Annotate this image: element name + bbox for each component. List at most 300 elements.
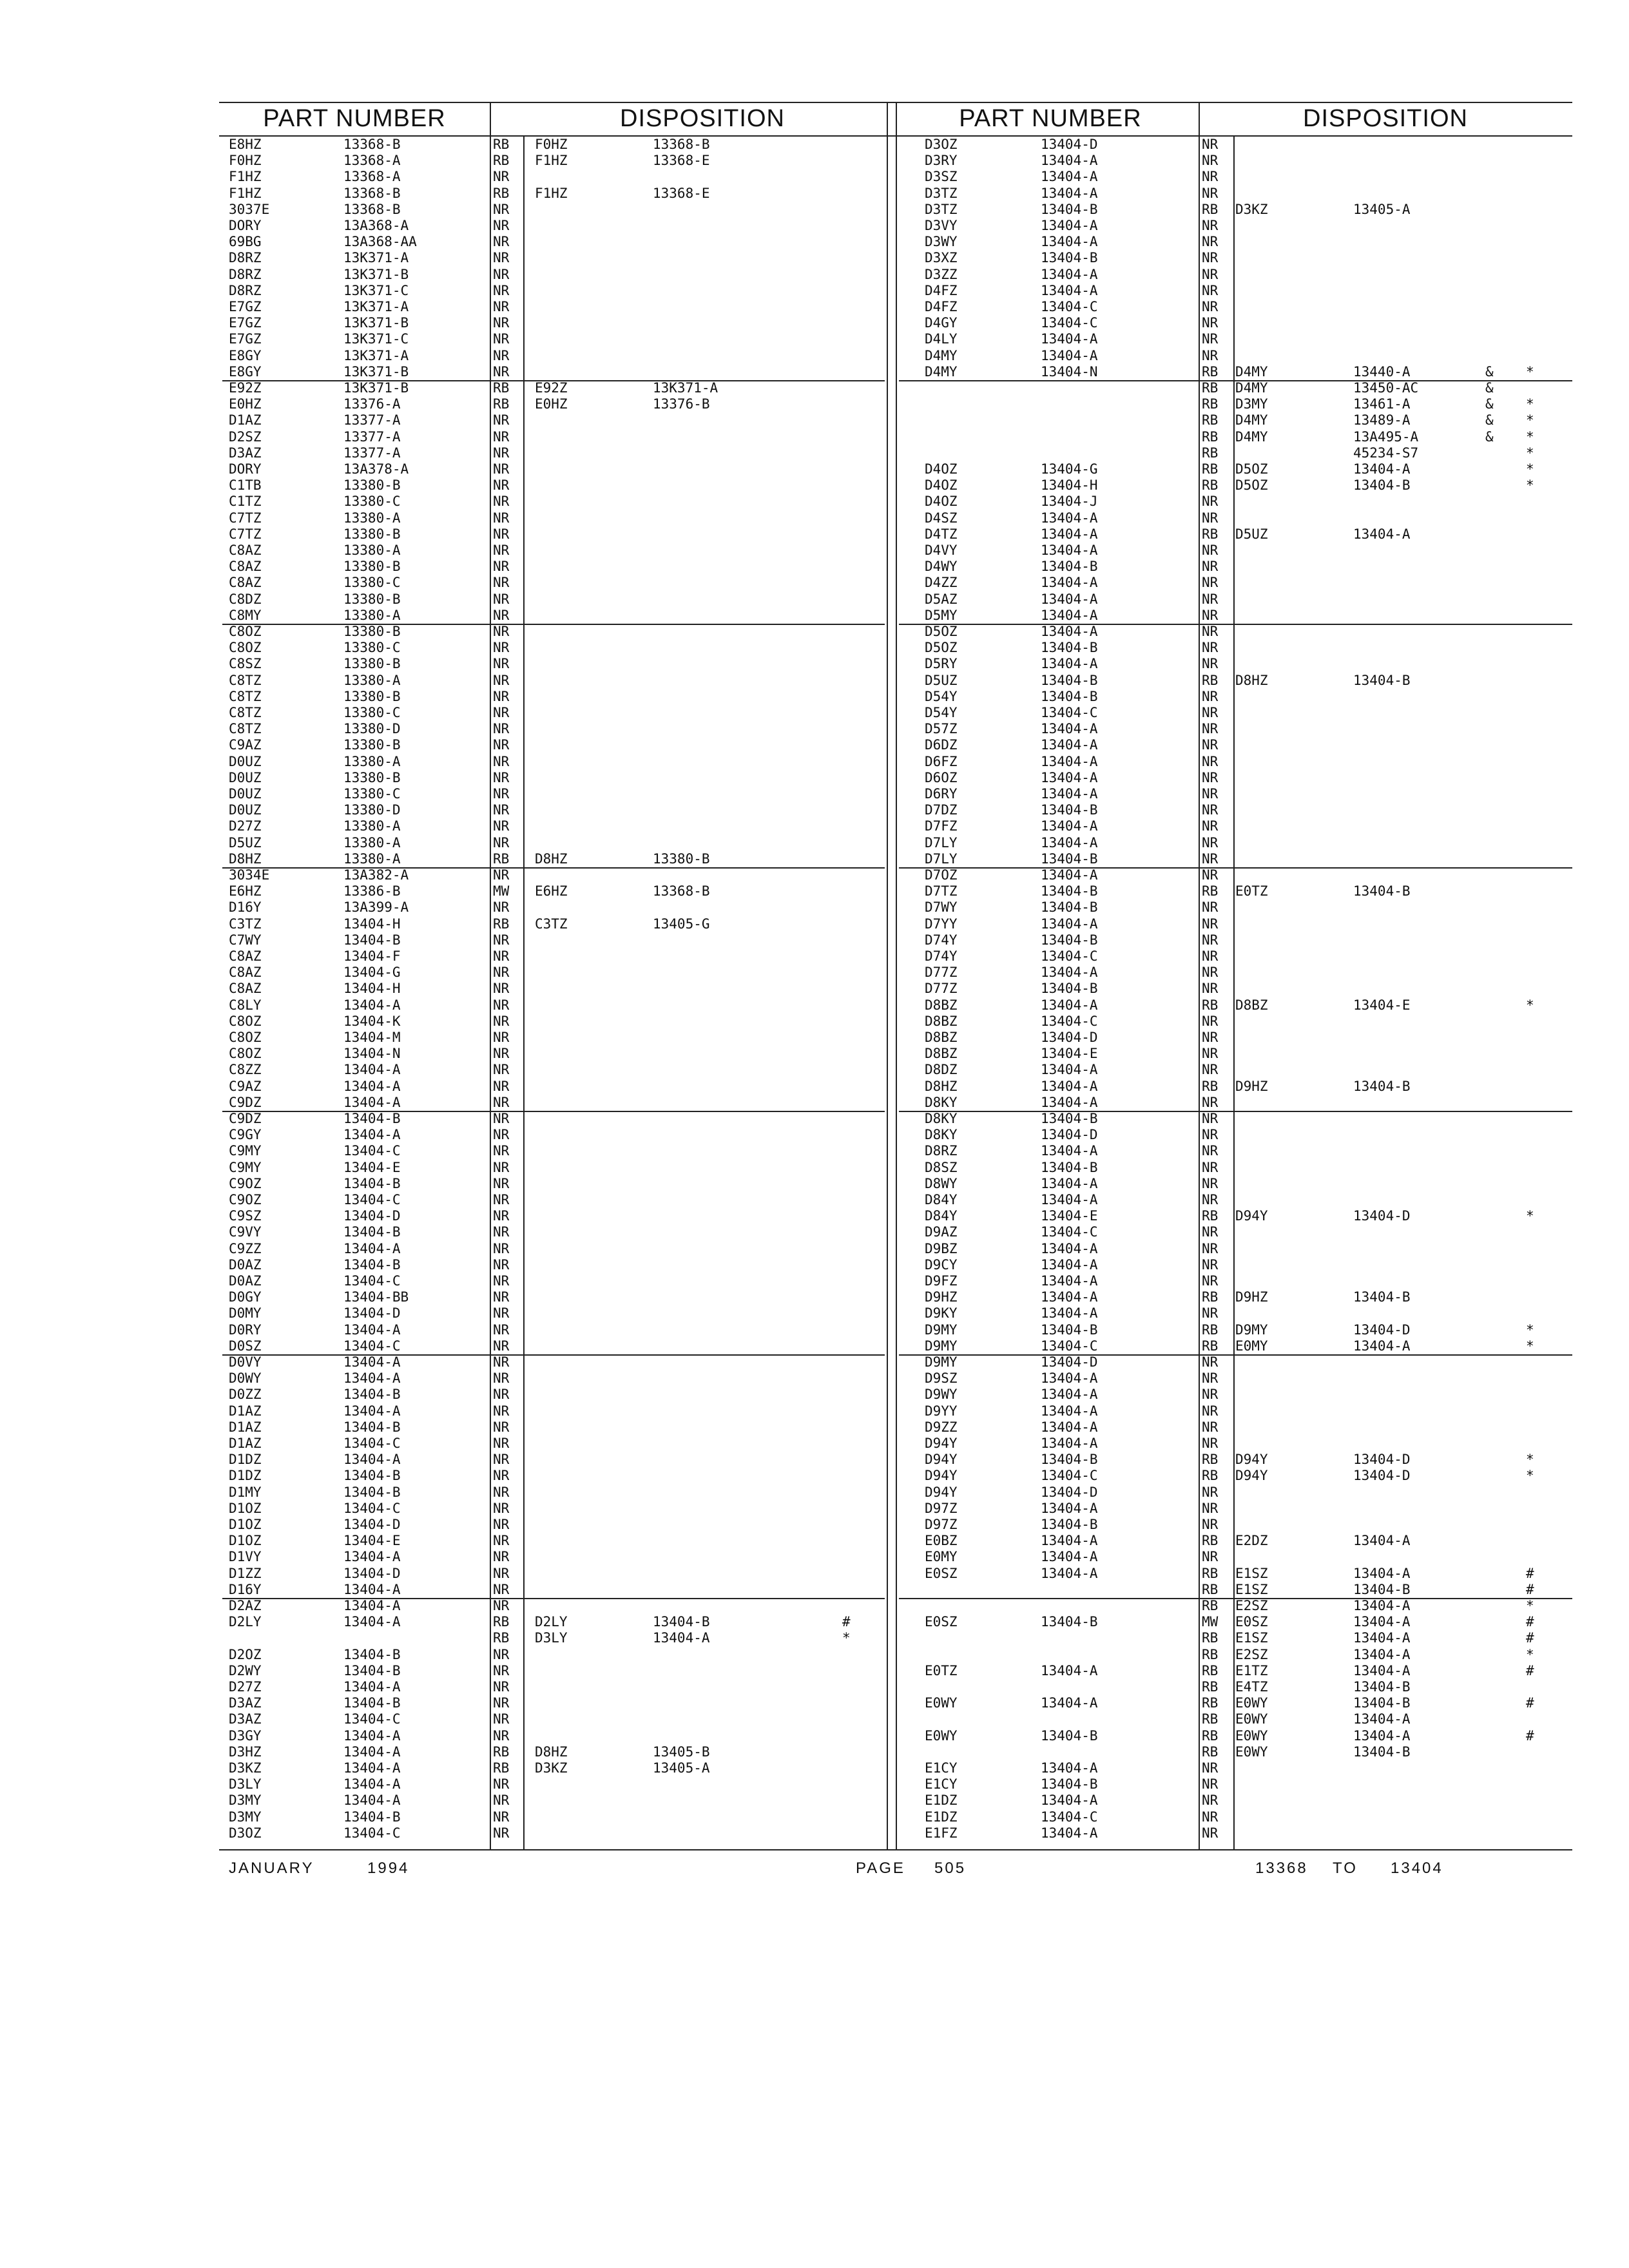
model-code: D4VY (925, 543, 958, 558)
disposition-code: NR (1202, 1500, 1219, 1516)
replacement-part: 13461-A (1353, 396, 1411, 412)
disposition-code: RB (1202, 461, 1219, 477)
part-number: 13404-B (343, 932, 401, 948)
table-row (222, 835, 885, 851)
disposition-code: RB (1202, 672, 1219, 688)
replacement-part: 13404-A (1353, 1565, 1411, 1581)
part-number: 13404-A (1041, 1143, 1098, 1159)
replacement-model: E1SZ (1235, 1630, 1268, 1646)
replacement-model: E6HZ (535, 883, 568, 899)
model-code: D1VY (229, 1549, 262, 1565)
part-number: 13404-A (1041, 1533, 1098, 1549)
model-code: D9CY (925, 1256, 958, 1273)
disposition-code: NR (493, 1452, 510, 1468)
model-code: D3AZ (229, 1695, 262, 1711)
replacement-model: E0WY (1235, 1727, 1268, 1744)
table-row (222, 997, 885, 1014)
disposition-code: NR (1202, 1403, 1219, 1419)
part-number: 13380-A (343, 818, 401, 834)
table-row (222, 1014, 885, 1030)
replacement-model: E92Z (535, 380, 568, 396)
table-row (222, 1403, 885, 1419)
model-code: D9FZ (925, 1273, 958, 1289)
table-row (222, 1647, 885, 1663)
disposition-code: NR (493, 266, 510, 282)
model-code: 3037E (229, 201, 270, 217)
replacement-part: 13404-B (1353, 1679, 1411, 1695)
replacement-part: 13404-B (1353, 1289, 1411, 1305)
part-number: 13404-B (343, 1224, 401, 1240)
part-number: 13404-A (1041, 867, 1098, 883)
table-row (899, 543, 1572, 559)
note-mark: * (1526, 1338, 1534, 1354)
part-number: 13K371-A (343, 347, 409, 363)
table-row (222, 283, 885, 299)
disposition-code: NR (493, 1354, 510, 1370)
table-row (222, 1566, 885, 1582)
part-number: 13404-A (1041, 543, 1098, 558)
disposition-code: NR (493, 672, 510, 688)
model-code: D3XZ (925, 250, 958, 266)
part-number: 13404-B (1041, 932, 1098, 948)
table-row (222, 1387, 885, 1403)
model-code: D8RZ (925, 1143, 958, 1159)
part-number: 13404-A (1041, 1500, 1098, 1516)
disposition-code: NR (493, 218, 510, 233)
replacement-part: 13404-B (1353, 1581, 1411, 1597)
part-number: 13404-B (1041, 250, 1098, 266)
disposition-code: NR (1202, 1549, 1219, 1565)
model-code: D6RY (925, 786, 958, 802)
part-number: 13404-C (343, 1500, 401, 1516)
model-code: C8OZ (229, 1030, 262, 1045)
model-code: E0TZ (925, 1662, 958, 1678)
table-row (899, 591, 1572, 608)
disposition-code: NR (493, 591, 510, 607)
disposition-code: RB (493, 916, 510, 932)
table-row (899, 1533, 1572, 1549)
replacement-part: 13K371-A (653, 380, 718, 396)
part-number: 13404-A (343, 1760, 401, 1776)
model-code: D5OZ (925, 640, 958, 656)
part-number: 13404-A (1041, 1289, 1098, 1305)
part-number: 13404-A (343, 1776, 401, 1792)
disposition-code: RB (1202, 1565, 1219, 1581)
model-code: D4MY (925, 363, 958, 380)
disposition-code: NR (1202, 965, 1219, 981)
model-code: D4OZ (925, 477, 958, 494)
part-number: 13404-A (1041, 331, 1098, 347)
ampersand-mark: & (1485, 380, 1494, 396)
model-code: D4SZ (925, 510, 958, 526)
note-mark: # (1526, 1727, 1534, 1744)
table-row (899, 186, 1572, 202)
note-mark: # (1526, 1662, 1534, 1678)
model-code: D3RY (925, 153, 958, 169)
model-code: D6FZ (925, 753, 958, 769)
model-code: D8BZ (925, 1030, 958, 1045)
replacement-model: D9MY (1235, 1321, 1268, 1338)
part-number: 13404-B (1041, 672, 1098, 688)
model-code: D3ZZ (925, 266, 958, 282)
part-number: 13404-C (1041, 1468, 1098, 1484)
table-row (899, 429, 1572, 445)
disposition-code: NR (493, 1679, 510, 1695)
table-row (899, 1208, 1572, 1224)
disposition-code: NR (1202, 153, 1219, 169)
replacement-part: 13368-B (653, 883, 710, 899)
disposition-code: NR (493, 1500, 510, 1516)
disposition-code: RB (1202, 526, 1219, 542)
model-code: D0ZZ (229, 1387, 262, 1403)
part-number: 13K371-B (343, 315, 409, 331)
replacement-model: E0SZ (1235, 1614, 1268, 1630)
replacement-part: 13404-B (1353, 1695, 1411, 1711)
table-row (222, 1728, 885, 1744)
disposition-code: NR (1202, 185, 1219, 201)
part-number: 13404-B (1041, 1452, 1098, 1468)
disposition-code: RB (1202, 445, 1219, 461)
model-code: C8OZ (229, 624, 262, 639)
disposition-code: NR (493, 315, 510, 331)
model-code: D9YY (925, 1403, 958, 1419)
table-row (222, 1062, 885, 1078)
model-code: E1DZ (925, 1809, 958, 1825)
table-row (222, 1192, 885, 1208)
table-row (222, 705, 885, 721)
replacement-part: 13404-B (1353, 883, 1411, 899)
model-code: 3034E (229, 867, 270, 883)
model-code: D0AZ (229, 1273, 262, 1289)
footer-page-number: 505 (934, 1860, 967, 1877)
table-row (222, 1825, 885, 1841)
model-code: D6DZ (925, 737, 958, 753)
part-number: 13404-C (1041, 1224, 1098, 1240)
replacement-part: 13405-B (653, 1744, 710, 1760)
table-row (222, 510, 885, 526)
model-code: D8BZ (925, 1013, 958, 1029)
disposition-code: NR (1202, 834, 1219, 850)
table-row (222, 1711, 885, 1727)
table-row (899, 1614, 1572, 1630)
part-number: 13386-B (343, 883, 401, 899)
part-number: 13404-A (1041, 1662, 1098, 1678)
replacement-model: C3TZ (535, 916, 568, 932)
disposition-code: NR (493, 1662, 510, 1678)
table-row (899, 624, 1572, 640)
disposition-code: NR (1202, 1224, 1219, 1240)
part-number: 13380-B (343, 737, 401, 753)
disposition-code: NR (1202, 1387, 1219, 1403)
model-code: D8RZ (229, 282, 262, 298)
disposition-code: NR (1202, 640, 1219, 656)
part-number: 13404-A (343, 1240, 401, 1256)
table-row (222, 1517, 885, 1533)
center-divider-2 (896, 102, 897, 1849)
model-code: E0HZ (229, 396, 262, 412)
table-row (222, 1663, 885, 1679)
part-number: 13404-B (1041, 883, 1098, 899)
part-number: 13404-B (1041, 1727, 1098, 1744)
disposition-code: RB (1202, 201, 1219, 217)
disposition-code: NR (493, 1565, 510, 1581)
model-code: C9DZ (229, 1094, 262, 1110)
model-code: D9WY (925, 1387, 958, 1403)
table-row (222, 1452, 885, 1468)
disposition-code: NR (1202, 1792, 1219, 1809)
model-code: D3MY (229, 1792, 262, 1809)
table-row (899, 1127, 1572, 1143)
part-number: 13404-A (343, 1549, 401, 1565)
disposition-code: NR (1202, 543, 1219, 558)
table-row (899, 1387, 1572, 1403)
model-code: C8ZZ (229, 1062, 262, 1078)
table-row (899, 883, 1572, 899)
part-number: 13A382-A (343, 867, 409, 883)
model-code: D0RY (229, 1321, 262, 1338)
table-row (222, 348, 885, 364)
table-row (222, 754, 885, 770)
disposition-code: NR (493, 981, 510, 997)
disposition-code: NR (493, 1030, 510, 1045)
disposition-code: RB (493, 380, 510, 396)
model-code: D8HZ (925, 1078, 958, 1094)
table-row (899, 1062, 1572, 1078)
disposition-code: RB (1202, 412, 1219, 428)
part-number: 13404-A (1041, 218, 1098, 233)
disposition-code: NR (1202, 169, 1219, 185)
part-number: 13404-A (1041, 1549, 1098, 1565)
part-number: 13404-K (343, 1013, 401, 1029)
disposition-code: NR (1202, 331, 1219, 347)
table-row (899, 1566, 1572, 1582)
replacement-part: 13404-D (1353, 1468, 1411, 1484)
table-row (899, 1257, 1572, 1273)
table-row (899, 1014, 1572, 1030)
replacement-model: D8BZ (1235, 997, 1268, 1013)
table-row (899, 1582, 1572, 1599)
part-number: 13404-N (343, 1046, 401, 1062)
table-row (222, 1436, 885, 1452)
model-code: E7GZ (229, 315, 262, 331)
model-code: C8SZ (229, 656, 262, 672)
table-row (222, 543, 885, 559)
model-code: D94Y (925, 1452, 958, 1468)
table-row (222, 1695, 885, 1711)
model-code: E8GY (229, 363, 262, 380)
disposition-code: RB (1202, 1468, 1219, 1484)
part-number: 13K371-A (343, 250, 409, 266)
model-code: D9MY (925, 1338, 958, 1354)
table-row (222, 1127, 885, 1143)
table-row (899, 1598, 1572, 1614)
model-code: D94Y (925, 1484, 958, 1500)
disposition-code: NR (493, 543, 510, 558)
disposition-code: NR (493, 1598, 510, 1613)
table-row (899, 818, 1572, 834)
part-number: 13404-B (1041, 1517, 1098, 1532)
part-number: 13404-B (343, 1387, 401, 1403)
table-row (899, 916, 1572, 932)
model-code: D3HZ (229, 1744, 262, 1760)
model-code: E92Z (229, 380, 262, 396)
table-row (222, 1305, 885, 1321)
table-row (899, 867, 1572, 883)
disposition-code: RB (1202, 428, 1219, 445)
model-code: C8AZ (229, 981, 262, 997)
replacement-part: 13404-B (1353, 477, 1411, 494)
table-row (222, 429, 885, 445)
disposition-code: NR (1202, 916, 1219, 932)
disposition-code: NR (1202, 1436, 1219, 1451)
table-row (222, 1079, 885, 1095)
table-row (222, 640, 885, 656)
part-number: 13404-G (1041, 461, 1098, 477)
part-number: 13404-A (343, 1679, 401, 1695)
model-code: D4FZ (925, 299, 958, 314)
part-number: 13404-A (1041, 624, 1098, 639)
part-number: 13404-A (343, 1792, 401, 1809)
part-number: 13404-A (1041, 965, 1098, 981)
table-row (222, 867, 885, 883)
part-number: 13404-C (1041, 948, 1098, 964)
model-code: D2SZ (229, 428, 262, 445)
table-row (899, 1419, 1572, 1436)
model-code: D3OZ (925, 137, 958, 152)
disposition-code: NR (1202, 721, 1219, 737)
disposition-code: NR (493, 802, 510, 818)
replacement-model: D94Y (1235, 1468, 1268, 1484)
model-code: D7YY (925, 916, 958, 932)
part-number: 13380-A (343, 753, 401, 769)
model-code: D7LY (925, 850, 958, 867)
model-code: D4OZ (925, 494, 958, 510)
part-number: 13404-B (343, 1468, 401, 1484)
part-number: 13404-C (1041, 299, 1098, 314)
part-number: 13404-A (1041, 1078, 1098, 1094)
disposition-code: RB (493, 1760, 510, 1776)
disposition-code: NR (493, 234, 510, 250)
disposition-code: NR (493, 1646, 510, 1662)
table-row (222, 1630, 885, 1646)
part-number: 13404-C (1041, 705, 1098, 720)
replacement-part: 13404-A (653, 1630, 710, 1646)
disposition-code: NR (1202, 932, 1219, 948)
part-number: 13404-E (1041, 1208, 1098, 1224)
disposition-code: NR (493, 1419, 510, 1435)
disposition-code: NR (493, 201, 510, 217)
footer-range-to: 13404 (1391, 1860, 1443, 1877)
table-row (899, 1273, 1572, 1289)
model-code: C9MY (229, 1159, 262, 1175)
model-code: D8HZ (229, 850, 262, 867)
model-code: D8KY (925, 1127, 958, 1143)
table-row (899, 721, 1572, 737)
part-number: 13404-B (1041, 1614, 1098, 1630)
disposition-code: NR (1202, 1240, 1219, 1256)
disposition-code: RB (1202, 1646, 1219, 1662)
model-code: E0WY (925, 1695, 958, 1711)
left-disposition-header: DISPOSITION (620, 105, 785, 132)
disposition-code: NR (493, 1240, 510, 1256)
table-row (222, 1533, 885, 1549)
model-code: D27Z (229, 818, 262, 834)
part-number: 13404-B (1041, 1321, 1098, 1338)
part-number: 13404-C (343, 1338, 401, 1354)
replacement-part: 13404-B (1353, 672, 1411, 688)
part-number: 13404-A (1041, 997, 1098, 1013)
disposition-code: NR (1202, 753, 1219, 769)
model-code: C8TZ (229, 721, 262, 737)
part-number: 13404-B (1041, 1159, 1098, 1175)
model-code: D3WY (925, 234, 958, 250)
disposition-code: NR (493, 1224, 510, 1240)
replacement-part: 13404-A (1353, 1598, 1411, 1613)
part-number: 13404-A (1041, 1387, 1098, 1403)
model-code: E6HZ (229, 883, 262, 899)
part-number: 13404-D (343, 1208, 401, 1224)
table-row (222, 1501, 885, 1517)
part-number: 13404-A (1041, 656, 1098, 672)
table-row (222, 1176, 885, 1192)
disposition-code: NR (493, 1127, 510, 1143)
model-code: C8TZ (229, 672, 262, 688)
table-row (899, 445, 1572, 461)
disposition-code: NR (493, 1581, 510, 1597)
note-mark: * (1526, 477, 1534, 494)
disposition-code: NR (493, 559, 510, 575)
model-code: C8AZ (229, 559, 262, 575)
model-code: D0VY (229, 1354, 262, 1370)
replacement-model: D8HZ (1235, 672, 1268, 688)
model-code: D2LY (229, 1614, 262, 1630)
table-row (899, 737, 1572, 753)
replacement-model: E1SZ (1235, 1565, 1268, 1581)
part-number: 13404-A (1041, 786, 1098, 802)
disposition-code: NR (1202, 1484, 1219, 1500)
replacement-part: 13404-A (1353, 1646, 1411, 1662)
part-number: 13404-B (343, 1175, 401, 1191)
note-mark: * (1526, 428, 1534, 445)
part-number: 13404-B (1041, 559, 1098, 575)
table-row (222, 267, 885, 283)
note-mark: * (1526, 1321, 1534, 1338)
part-number: 13380-D (343, 802, 401, 818)
disposition-code: NR (493, 1256, 510, 1273)
part-number: 13404-A (1041, 575, 1098, 591)
replacement-part: 13404-D (1353, 1321, 1411, 1338)
disposition-code: NR (493, 526, 510, 542)
model-code: D8RZ (229, 250, 262, 266)
table-row (222, 1030, 885, 1046)
model-code: C9GY (229, 1127, 262, 1143)
table-row (222, 1468, 885, 1484)
disposition-code: NR (493, 1159, 510, 1175)
disposition-code: RB (1202, 1078, 1219, 1094)
disposition-code: NR (1202, 1127, 1219, 1143)
disposition-code: NR (493, 753, 510, 769)
disposition-code: NR (493, 818, 510, 834)
replacement-model: D94Y (1235, 1208, 1268, 1224)
table-row (899, 559, 1572, 575)
part-number: 13404-D (1041, 1484, 1098, 1500)
table-row (899, 202, 1572, 218)
disposition-code: NR (1202, 218, 1219, 233)
model-code: D1OZ (229, 1517, 262, 1532)
table-row (899, 1111, 1572, 1127)
table-row (899, 673, 1572, 689)
disposition-code: NR (1202, 1192, 1219, 1207)
